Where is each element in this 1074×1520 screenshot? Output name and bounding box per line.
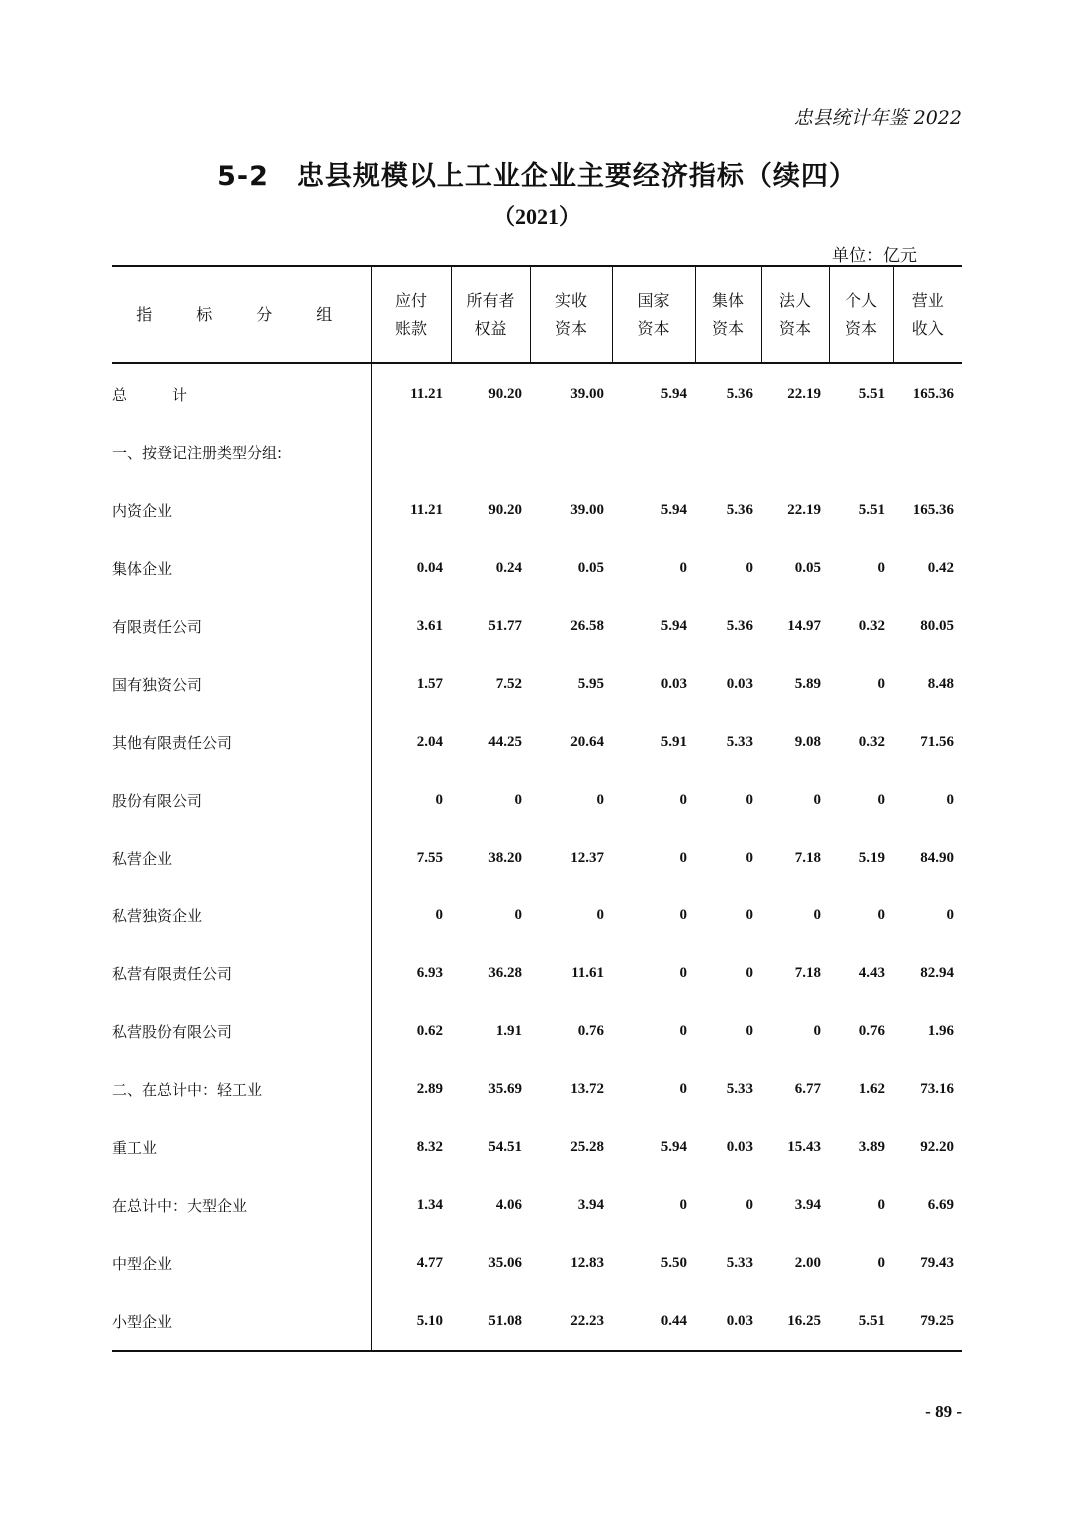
table-cell: 0.03	[726, 1139, 753, 1156]
table-cell: 3.61	[416, 618, 443, 634]
table-cell: 13.72	[570, 1081, 604, 1098]
table-cell: 0	[813, 907, 821, 924]
row-label: 在总计中：大型企业	[112, 1176, 371, 1234]
table-cell: 20.64	[570, 733, 604, 750]
row-label: 私营企业	[112, 829, 371, 887]
table-title: 5-2 忠县规模以上工业企业主要经济指标（续四）	[217, 161, 857, 192]
table-cell: 0	[946, 907, 954, 924]
column-header-indicator: 指 标 分 组	[112, 266, 371, 363]
table-cell: 7.52	[495, 675, 522, 692]
table-cell: 4.43	[858, 965, 885, 982]
table-row	[112, 482, 962, 540]
table-cell: 92.20	[920, 1139, 954, 1156]
row-label: 有限责任公司	[112, 598, 371, 656]
row-label: 私营有限责任公司	[112, 945, 371, 1003]
table-cell: 0	[745, 907, 753, 924]
table-cell	[451, 424, 530, 482]
table-cell: 79.25	[893, 1292, 962, 1351]
table-cell: 84.90	[920, 849, 954, 866]
table-cell: 165.36	[912, 386, 954, 403]
row-label: 内资企业	[112, 482, 371, 540]
table-cell: 51.77	[488, 618, 522, 634]
table-cell: 5.95	[577, 675, 604, 692]
table-row	[112, 945, 962, 1003]
table-cell: 1.96	[927, 1023, 954, 1040]
table-cell: 5.89	[794, 675, 821, 692]
table-cell: 5.33	[726, 1254, 753, 1271]
table-cell: 35.06	[488, 1254, 522, 1271]
table-cell: 0.05	[794, 560, 821, 577]
table-cell: 5.36	[726, 618, 753, 634]
table-cell: 26.58	[570, 618, 604, 634]
table-cell: 2.89	[416, 1081, 443, 1098]
table-cell: 6.77	[794, 1081, 821, 1098]
table-cell	[612, 424, 695, 482]
table-cell: 0	[745, 1023, 753, 1040]
table-cell: 165.36	[912, 502, 954, 519]
table-cell: 3.94	[794, 1196, 821, 1213]
table-cell: 54.51	[488, 1139, 522, 1156]
table-row	[112, 424, 962, 482]
table-cell: 2.04	[416, 733, 443, 750]
table-cell: 5.10	[371, 1292, 451, 1351]
table-cell	[530, 424, 612, 482]
row-label: 国有独资公司	[112, 655, 371, 713]
table-cell: 38.20	[488, 849, 522, 866]
row-label: 二、在总计中：轻工业	[112, 1061, 371, 1119]
table-cell: 0.03	[726, 675, 753, 692]
row-label: 重工业	[112, 1119, 371, 1177]
table-row	[112, 1292, 962, 1351]
table-cell	[695, 424, 761, 482]
table-cell: 0	[596, 907, 604, 924]
table-cell: 71.56	[920, 733, 954, 750]
table-cell: 14.97	[787, 618, 821, 634]
table-cell: 82.94	[920, 965, 954, 982]
table-cell: 0.03	[695, 1292, 761, 1351]
table-row	[112, 1234, 962, 1292]
table-cell: 0	[745, 965, 753, 982]
table-cell: 5.19	[858, 849, 885, 866]
header-row	[112, 266, 962, 363]
table-cell: 0	[813, 791, 821, 808]
table-cell: 8.48	[927, 675, 954, 692]
column-header-collective-capital: 集体 资本	[695, 266, 761, 363]
row-label: 小型企业	[112, 1292, 371, 1351]
row-label: 总 计	[112, 363, 371, 424]
table-cell: 0	[946, 791, 954, 808]
row-label: 股份有限公司	[112, 771, 371, 829]
indicator-table	[112, 265, 962, 1352]
table-cell: 0.03	[660, 675, 687, 692]
table-cell: 5.94	[660, 386, 687, 403]
table-cell: 6.93	[416, 965, 443, 982]
table-cell: 16.25	[761, 1292, 829, 1351]
table-cell: 36.28	[488, 965, 522, 982]
table-cell: 0	[679, 849, 687, 866]
table-cell: 0.44	[612, 1292, 695, 1351]
table-cell: 22.19	[787, 386, 821, 403]
table-cell: 5.50	[660, 1254, 687, 1271]
table-cell: 0	[877, 675, 885, 692]
table-cell: 51.08	[451, 1292, 530, 1351]
column-header-paid-in-capital: 实收 资本	[530, 266, 612, 363]
table-cell: 39.00	[570, 502, 604, 519]
table-cell: 0	[679, 907, 687, 924]
table-cell: 0	[679, 791, 687, 808]
table-cell: 0	[877, 1254, 885, 1271]
table-cell	[761, 424, 829, 482]
table-cell: 0	[745, 1196, 753, 1213]
table-cell: 0.76	[577, 1023, 604, 1040]
column-header-accounts-payable: 应付 账款	[371, 266, 451, 363]
column-header-operating-revenue: 营业 收入	[893, 266, 962, 363]
table-cell	[371, 424, 451, 482]
column-header-owners-equity: 所有者 权益	[451, 266, 530, 363]
table-cell: 2.00	[794, 1254, 821, 1271]
table-cell: 0.05	[577, 560, 604, 577]
row-label: 其他有限责任公司	[112, 713, 371, 771]
table-cell: 73.16	[920, 1081, 954, 1098]
table-cell: 5.36	[726, 386, 753, 403]
table-cell	[893, 424, 962, 482]
table-cell: 11.21	[410, 386, 443, 403]
table-cell: 0.32	[858, 618, 885, 634]
table-cell: 4.06	[495, 1196, 522, 1213]
table-cell: 0	[514, 791, 522, 808]
table-cell: 5.94	[660, 618, 687, 634]
table-cell: 5.51	[858, 502, 885, 519]
table-cell: 12.83	[570, 1254, 604, 1271]
table-cell	[829, 424, 893, 482]
table-cell: 0.04	[416, 560, 443, 577]
table-cell: 25.28	[570, 1139, 604, 1156]
table-row	[112, 1119, 962, 1177]
table-cell: 0	[745, 560, 753, 577]
table-cell: 0	[745, 791, 753, 808]
table-cell: 0	[877, 1196, 885, 1213]
table-cell: 44.25	[488, 733, 522, 750]
table-cell: 11.21	[410, 502, 443, 519]
table-cell: 5.33	[726, 1081, 753, 1098]
table-cell: 5.94	[660, 502, 687, 519]
row-label: 一、按登记注册类型分组:	[112, 424, 371, 482]
table-cell: 5.36	[726, 502, 753, 519]
table-cell: 90.20	[488, 502, 522, 519]
table-row	[112, 1003, 962, 1061]
table-cell: 5.51	[858, 386, 885, 403]
table-cell: 0	[679, 1081, 687, 1098]
table-cell: 0	[435, 907, 443, 924]
table-row	[112, 713, 962, 771]
page-number: - 89 -	[925, 1402, 962, 1421]
table-cell: 7.18	[794, 849, 821, 866]
table-cell: 0	[679, 1196, 687, 1213]
table-cell: 0	[679, 560, 687, 577]
table-cell: 5.91	[660, 733, 687, 750]
table-row	[112, 598, 962, 656]
table-cell: 0.42	[927, 560, 954, 577]
table-cell: 1.62	[858, 1081, 885, 1098]
table-cell: 5.51	[829, 1292, 893, 1351]
table-cell: 0.76	[858, 1023, 885, 1040]
table-cell: 11.61	[571, 965, 604, 982]
table-cell: 1.91	[495, 1023, 522, 1040]
table-cell: 7.55	[416, 849, 443, 866]
table-subtitle: （2021）	[492, 204, 581, 229]
table-cell: 3.89	[858, 1139, 885, 1156]
table-row	[112, 655, 962, 713]
table-cell: 90.20	[488, 386, 522, 403]
row-label: 私营股份有限公司	[112, 1003, 371, 1061]
running-header: 忠县统计年鉴 2022	[793, 107, 962, 129]
table-cell: 0	[813, 1023, 821, 1040]
table-cell: 0	[435, 791, 443, 808]
table-cell: 3.94	[577, 1196, 604, 1213]
unit-label: 单位：亿元	[832, 246, 917, 266]
table-cell: 79.43	[920, 1254, 954, 1271]
table-cell: 80.05	[920, 618, 954, 634]
table-cell: 7.18	[794, 965, 821, 982]
table-cell: 0	[596, 791, 604, 808]
table-cell: 9.08	[794, 733, 821, 750]
column-header-state-capital: 国家 资本	[612, 266, 695, 363]
table-cell: 1.34	[416, 1196, 443, 1213]
column-header-legal-person-capital: 法人 资本	[761, 266, 829, 363]
table-cell: 0.62	[416, 1023, 443, 1040]
table-cell: 8.32	[416, 1139, 443, 1156]
table-cell: 0.32	[858, 733, 885, 750]
table-cell: 5.33	[726, 733, 753, 750]
table-row	[112, 829, 962, 887]
table-cell: 15.43	[787, 1139, 821, 1156]
table-cell: 12.37	[570, 849, 604, 866]
row-label: 中型企业	[112, 1234, 371, 1292]
table-row	[112, 1176, 962, 1234]
row-label: 集体企业	[112, 540, 371, 598]
table-cell: 5.94	[660, 1139, 687, 1156]
table-cell: 0	[679, 1023, 687, 1040]
table-cell: 35.69	[488, 1081, 522, 1098]
table-row	[112, 540, 962, 598]
table-cell: 6.69	[927, 1196, 954, 1213]
table-cell: 0	[514, 907, 522, 924]
table-cell: 0	[877, 907, 885, 924]
table-cell: 4.77	[416, 1254, 443, 1271]
table-cell: 0.24	[495, 560, 522, 577]
column-header-individual-capital: 个人 资本	[829, 266, 893, 363]
table-cell: 0	[877, 791, 885, 808]
table-cell: 22.23	[530, 1292, 612, 1351]
table-row	[112, 363, 962, 424]
table-cell: 0	[745, 849, 753, 866]
table-cell: 39.00	[570, 386, 604, 403]
table-cell: 0	[877, 560, 885, 577]
table-cell: 1.57	[416, 675, 443, 692]
table-cell: 0	[679, 965, 687, 982]
table-cell: 22.19	[787, 502, 821, 519]
table-row	[112, 1061, 962, 1119]
table-row	[112, 771, 962, 829]
row-label: 私营独资企业	[112, 887, 371, 945]
table-row	[112, 887, 962, 945]
